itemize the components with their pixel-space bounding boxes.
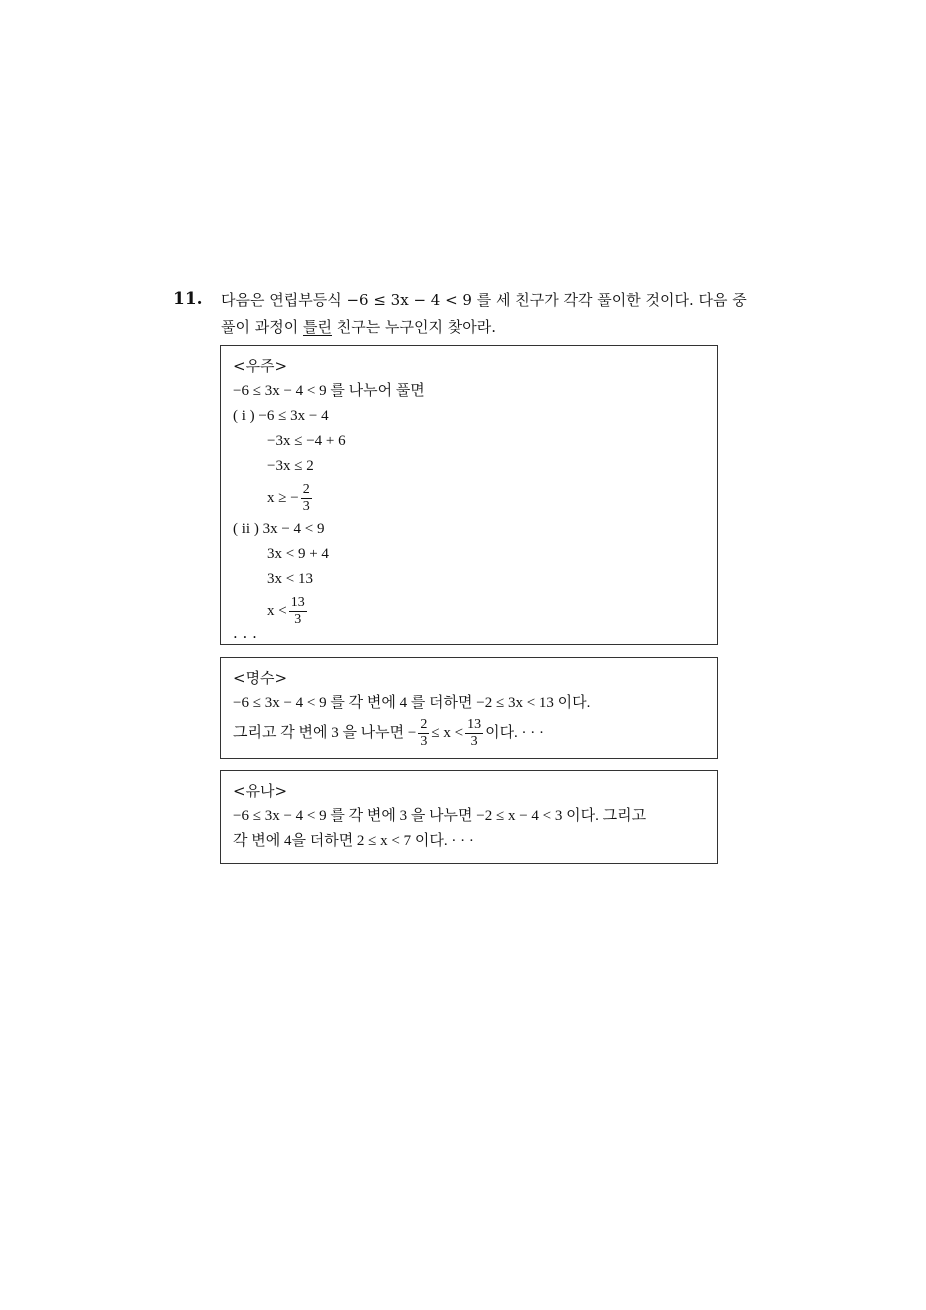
solution-box-yuna: [220, 770, 718, 864]
question-line-1: 다음은 연립부등식 −6 ≤ 3x − 4 < 9 를 세 친구가 각각 풀이한 것이다. 다음 중: [221, 291, 747, 309]
myeongsu-line-2: [233, 716, 705, 750]
wooju-step-i-first: [233, 404, 705, 429]
ellipsis: · · ·: [233, 628, 257, 646]
numerator: 2: [420, 716, 428, 732]
step-i-final: [233, 479, 705, 517]
solution-box-wooju: [220, 345, 718, 645]
yuna-name: <유나>: [233, 782, 288, 800]
step-i-final-prefix: x ≥ −: [267, 490, 299, 506]
wooju-name: <우주>: [233, 357, 288, 375]
denominator: 3: [294, 611, 302, 627]
question-number: 11.: [173, 289, 203, 309]
step-ii-line: 3x < 9 + 4: [267, 546, 329, 562]
step-i-line: −3x ≤ 2: [267, 458, 314, 474]
question-line-2-after: 친구는 누구인지 찾아라.: [331, 318, 496, 336]
step-ii-line: 3x < 13: [267, 571, 313, 587]
yuna-line-2: 각 변에 4을 더하면 2 ≤ x < 7 이다. · · ·: [233, 833, 474, 849]
fraction: [418, 717, 429, 750]
myeongsu-line-2-prefix: 그리고 각 변에 3 을 나누면 −: [233, 725, 417, 741]
myeongsu-line-2-suffix: 이다. · · ·: [485, 725, 545, 741]
fraction: [465, 717, 483, 750]
fraction: [289, 595, 307, 628]
question-line-2-before: 풀이 과정이: [221, 318, 303, 336]
yuna-line-1: −6 ≤ 3x − 4 < 9 를 각 변에 3 을 나누면 −2 ≤ x − 4 < 3 이다. 그리고: [233, 808, 647, 824]
wooju-intro: −6 ≤ 3x − 4 < 9 를 나누어 풀면: [233, 383, 425, 399]
step-ii-label: ( ii ): [233, 521, 259, 537]
myeongsu-name: <명수>: [233, 669, 288, 687]
numerator: 13: [467, 716, 482, 732]
wooju-step-ii-first: [233, 517, 705, 542]
myeongsu-line-1: −6 ≤ 3x − 4 < 9 를 각 변에 4 를 더하면 −2 ≤ 3x < 13 이다.: [233, 695, 591, 711]
numerator: 2: [302, 481, 310, 497]
step-i-label: ( i ): [233, 408, 255, 424]
denominator: 3: [302, 498, 310, 514]
step-ii-final-prefix: x <: [267, 603, 287, 619]
myeongsu-line-2-mid: ≤ x <: [431, 725, 464, 741]
question-text: [221, 287, 751, 341]
step-i-line: −6 ≤ 3x − 4: [258, 408, 329, 424]
fraction: [301, 482, 312, 515]
solution-box-myeongsu: [220, 657, 718, 759]
numerator: 13: [290, 594, 305, 610]
step-i-line: −3x ≤ −4 + 6: [267, 433, 346, 449]
step-ii-final: [233, 592, 705, 630]
step-ii-line: 3x − 4 < 9: [262, 521, 325, 537]
denominator: 3: [470, 733, 478, 749]
denominator: 3: [420, 733, 428, 749]
underlined-keyword: 틀린: [303, 318, 332, 336]
question-line-2: [221, 314, 751, 341]
